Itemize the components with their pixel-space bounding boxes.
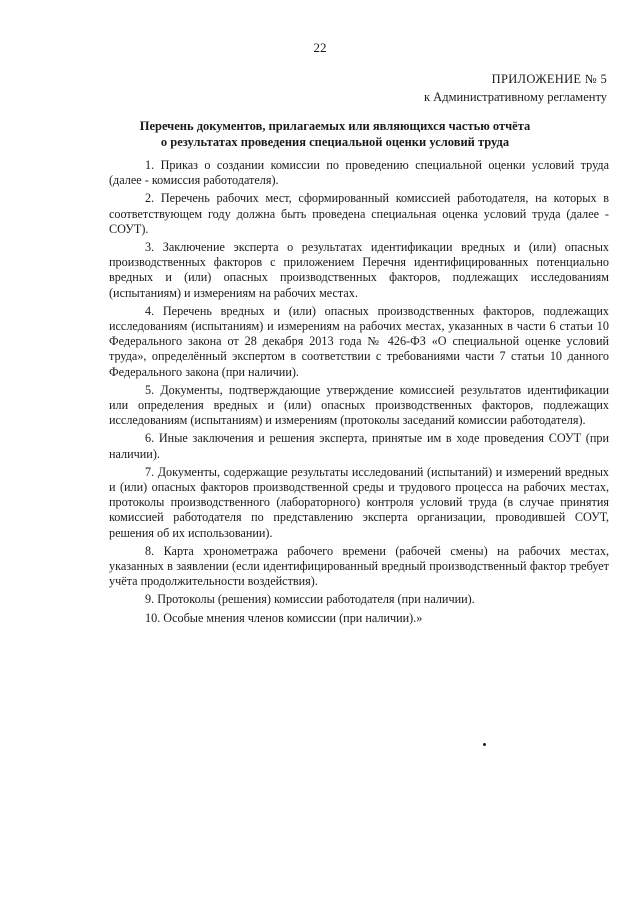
list-item-10: 10. Особые мнения членов комиссии (при наличии).» — [145, 610, 423, 625]
list-item-5: 5. Документы, подтверждающие утверждение комиссией результатов идентификации или определения вредных и (или) опасных производственных факторов, подлежащих исследованиям (испытаниям) и измерениям (протоколы заседаний комиссии работодателя). — [109, 382, 609, 428]
scan-speck — [483, 743, 486, 746]
heading-line-1: Перечень документов, прилагаемых или являющихся частью отчёта — [139, 119, 531, 133]
appendix-header — [424, 70, 607, 106]
list-item-7: 7. Документы, содержащие результаты исследований (испытаний) и измерений вредных и (или) опасных факторов производственной среды и трудового процесса на рабочих местах, протоколы производственного (лабораторного) контроля условий труда (в случае принятия комиссией работодателя по представлению эксперта организации, проводившей СОУТ, решения об их использовании). — [109, 464, 609, 540]
list-item-2: 2. Перечень рабочих мест, сформированный комиссией работодателя, на которых в соответствующем году должна быть проведена специальная оценка условий труда (далее - СОУТ). — [109, 191, 609, 236]
heading-line-2: о результатах проведения специальной оценки условий труда — [160, 135, 510, 149]
list-item-6: 6. Иные заключения и решения эксперта, принятые им в ходе проведения СОУТ (при наличии). — [109, 431, 609, 461]
appendix-subtitle: к Административному регламенту — [423, 90, 607, 104]
list-item-3: 3. Заключение эксперта о результатах идентификации вредных и (или) опасных производственных факторов с приложением Перечня идентифицированных потенциально вредных и (или) опасных производственных факторов, подлежащих исследованиям (испытаниям) и измерениям на рабочих местах. — [109, 240, 609, 300]
page-number: 22 — [313, 40, 327, 55]
list-item-4: 4. Перечень вредных и (или) опасных производственных факторов, подлежащих исследованиям (испытаниям) и измерениям на рабочих местах, указанных в части 6 статьи 10 Федерального закона от 28 декабря 2013 года № 426-ФЗ «О специальной оценке условий труда», определённый экспертом в соответствии с требованиями части 7 статьи 10 данного Федерального закона (при наличии). — [109, 303, 609, 379]
document-list — [109, 158, 609, 629]
appendix-title: ПРИЛОЖЕНИЕ № 5 — [491, 72, 607, 86]
list-item-8: 8. Карта хронометража рабочего времени (рабочей смены) на рабочих местах, указанных в заявлении (если идентифицированный вредный производственный фактор требует учёта продолжительности воздействия). — [109, 543, 609, 589]
list-item-1: 1. Приказ о создании комиссии по проведению специальной оценки условий труда (далее - комиссия работодателя). — [109, 158, 609, 188]
document-heading — [110, 118, 560, 150]
list-item-9: 9. Протоколы (решения) комиссии работодателя (при наличии). — [145, 592, 475, 607]
